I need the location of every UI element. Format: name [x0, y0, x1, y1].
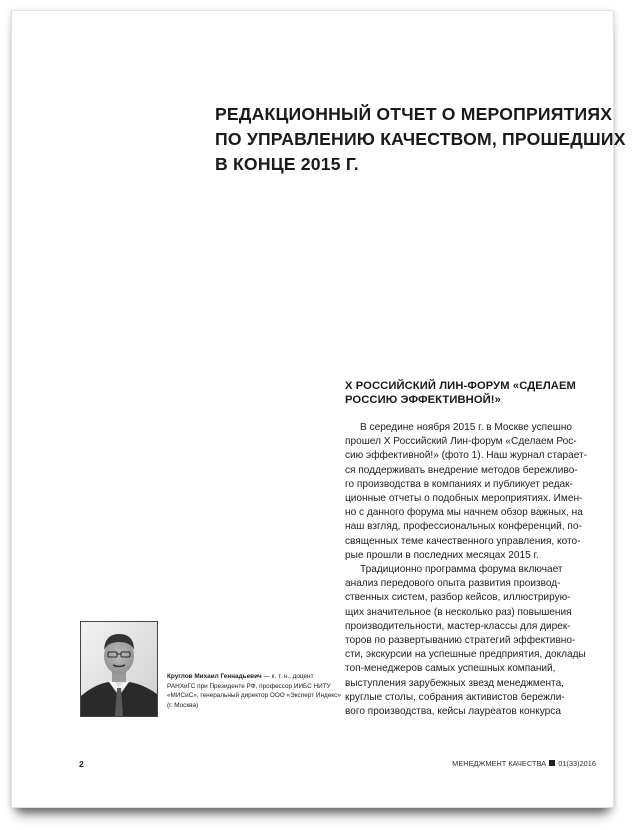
section-heading: [345, 379, 615, 407]
body-line: священных теме качественного управления, кото-: [345, 535, 581, 547]
body-line: рые прошли в последних месяцах 2015 г.: [345, 549, 539, 561]
article-title: [215, 102, 626, 177]
body-line: ся поддерживать внедрение методов бережливо-: [345, 464, 578, 476]
journal-name: МЕНЕДЖМЕНТ КАЧЕСТВА: [452, 759, 547, 768]
body-line: круглые столы, собрания активистов бережли-: [345, 691, 565, 703]
caption-line: (г. Москва): [167, 701, 199, 709]
portrait-image: [81, 622, 157, 716]
square-separator-icon: [549, 760, 555, 766]
title-line: В КОНЦЕ 2015 Г.: [215, 154, 359, 174]
body-line: сти, экскурсии на успешные предприятия, доклады: [345, 649, 586, 661]
title-line: РЕДАКЦИОННЫЙ ОТЧЕТ О МЕРОПРИЯТИЯХ: [215, 104, 613, 124]
body-line: вого производства, кейсы лауреатов конкурса: [345, 706, 561, 718]
caption-line: «МИСиС», генеральный директор ООО «Эксперт Индекс»: [167, 692, 341, 700]
caption-line: РАНХиГС при Президенте РФ, профессор ИИБС НИТУ: [167, 682, 331, 690]
body-line: В середине ноября 2015 г. в Москве успешно: [360, 422, 573, 433]
author-photo: [80, 621, 158, 717]
body-line: производительности, мастер-классы для дирек-: [345, 620, 571, 632]
running-footer: [452, 759, 596, 768]
body-line: Традиционно программа форума включает: [360, 564, 563, 576]
section-heading-line: РОССИЮ ЭФФЕКТИВНОЙ!»: [345, 394, 501, 406]
body-line: ционные отчеты о подобных мероприятиях. Имен-: [345, 493, 583, 505]
body-line: торов по развертыванию стратегий эффективно-: [345, 635, 576, 647]
body-line: го производства в компаниях и публикует редак-: [345, 478, 573, 490]
caption-line: [167, 672, 342, 682]
body-line: ственных систем, разбор кейсов, иллюстрирую-: [345, 592, 571, 604]
journal-page: [11, 10, 626, 808]
page-number: 2: [79, 759, 84, 769]
body-line: наш взгляд, профессиональных конференций, по-: [345, 521, 582, 533]
body-line: прошел X Российский Лин-форум «Сделаем Рос-: [345, 436, 577, 448]
body-line: анализ передового опыта развития производ-: [345, 578, 561, 590]
body-line: но с данного форума мы начнем обзор важных, на: [345, 507, 583, 519]
author-caption: [167, 672, 342, 710]
journal-issue: 01(33)2016: [558, 759, 596, 768]
author-degree: — к. т. н., доцент: [261, 673, 314, 680]
body-line: топ-менеджеров самых успешных компаний,: [345, 663, 556, 675]
article-body: [345, 421, 611, 719]
body-line: сию эффективной!» (фото 1). Наш журнал старает-: [345, 450, 587, 462]
author-name: Круглов Михаил Геннадьевич: [167, 673, 262, 680]
section-heading-line: X РОССИЙСКИЙ ЛИН-ФОРУМ «СДЕЛАЕМ: [345, 380, 576, 392]
body-line: выступления зарубежных звезд менеджмента,: [345, 677, 564, 689]
body-line: щих значительное (в несколько раз) повышения: [345, 606, 572, 618]
title-line: ПО УПРАВЛЕНИЮ КАЧЕСТВОМ, ПРОШЕДШИХ: [215, 129, 626, 149]
